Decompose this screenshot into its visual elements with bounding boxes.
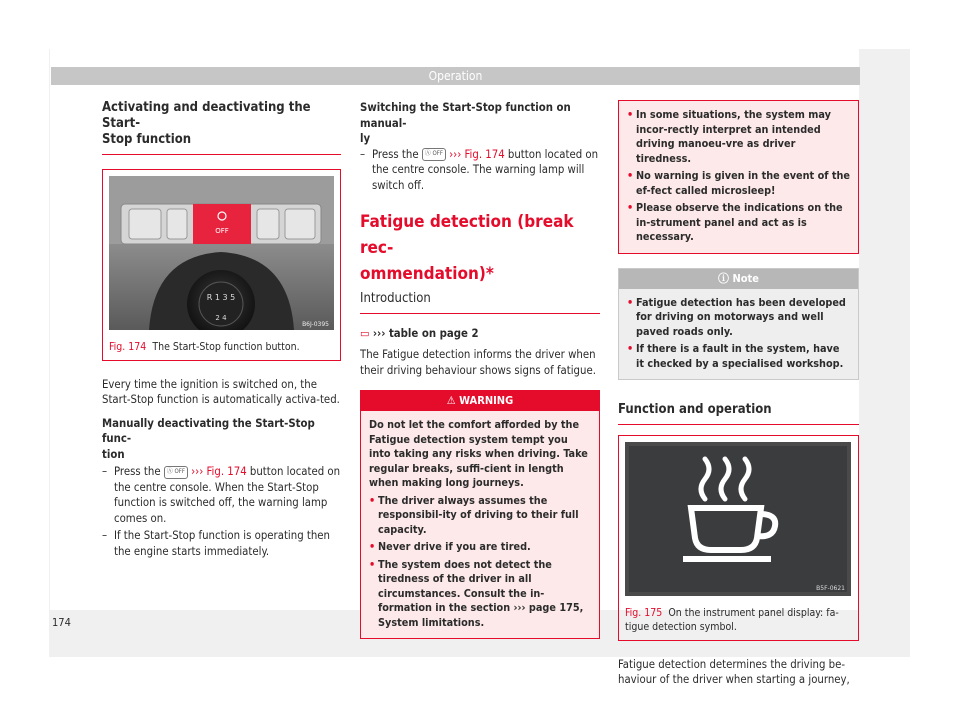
- step-press-button-on: – Press the Ⓐ OFF ››› Fig. 174 button located on the centre console. The warning lamp will switch off.: [360, 147, 600, 194]
- paragraph-fatigue-intro: The Fatigue detection informs the driver when their driving behaviour shows signs of fatigue.: [360, 348, 596, 377]
- warning-header: ⚠ WARNING: [361, 391, 599, 411]
- svg-text:OFF: OFF: [215, 227, 229, 235]
- warning-triangle-icon: ⚠: [446, 394, 456, 407]
- note-bullet: • Fatigue detection has been developed for driving on motorways and well paved roads only.: [627, 296, 850, 340]
- section-fatigue-detection: Fatigue detection (break rec- ommendation)* Introduction: [360, 209, 600, 314]
- note-bullet: • If there is a fault in the system, have it checked by a specialised workshop.: [627, 342, 850, 371]
- svg-text:B6J-0395: B6J-0395: [302, 321, 329, 328]
- heading-manual-activation: Switching the Start-Stop function on manual- ly: [360, 101, 571, 145]
- step-press-button-off: – Press the Ⓐ OFF ››› Fig. 174 button located on the centre console. When the Start-Stop function is switched off, the warning lamp comes on.: [102, 464, 341, 526]
- warning-body: Do not let the comfort afforded by the Fatigue detection system tempt you into taking any risks when driving. Take regular breaks, suffi-cient in length when making long journeys. • The driver always assumes the responsibil-ity of driving to their full capacity. • Never drive if you are tired. • The system does not detect the tiredness of the driver in all circumstances. Consult the in-formation in the section ››› page 175, System limitations.: [361, 411, 599, 638]
- warning-bullet: • Please observe the indications on the in-strument panel and act as is necessary.: [627, 201, 850, 245]
- figure-174-caption: Fig. 174 The Start-Stop function button.: [109, 340, 300, 353]
- table-icon: ▭: [360, 326, 370, 340]
- step-engine-starts: – If the Start-Stop function is operating then the engine starts immediately.: [102, 528, 341, 559]
- note-header: ⓘ Note: [619, 269, 858, 289]
- right-column: [618, 100, 859, 688]
- figure-174-link[interactable]: ››› Fig. 174: [191, 465, 247, 478]
- svg-text:B5F-0621: B5F-0621: [816, 585, 845, 592]
- section-title-start-stop: Activating and deactivating the Start- Stop function: [102, 100, 341, 155]
- warning-box: [360, 390, 600, 639]
- page-header: [51, 67, 860, 85]
- table-reference: [360, 326, 600, 342]
- heading-manual-deactivation: Manually deactivating the Start-Stop func- tion: [102, 416, 315, 461]
- left-column: [102, 100, 341, 559]
- warning-bullet: • The driver always assumes the responsibil-ity of driving to their full capacity.: [369, 494, 591, 538]
- warning-bullet: • Never drive if you are tired.: [369, 540, 591, 555]
- start-stop-button-icon: Ⓐ OFF: [164, 466, 188, 479]
- figure-174: [102, 169, 341, 361]
- table-link[interactable]: ››› table on page 2: [372, 326, 479, 340]
- subheading-introduction: Introduction: [360, 291, 431, 306]
- header-title: Operation: [428, 69, 483, 83]
- note-box: [618, 268, 859, 381]
- start-stop-button-icon: Ⓐ OFF: [422, 148, 446, 161]
- middle-column: [360, 100, 600, 639]
- warning-continuation-box: [618, 100, 859, 254]
- svg-text:R 1 3 5: R 1 3 5: [206, 293, 236, 302]
- warning-bullet: • In some situations, the system may incor-rectly interpret an intended driving manoeu-vre as driver tiredness.: [627, 108, 850, 166]
- start-stop-console-image: [109, 176, 334, 330]
- paragraph-function: Fatigue detection determines the driving be-haviour of the driver when starting a journey,: [618, 657, 850, 686]
- note-body: [619, 289, 858, 380]
- warning-bullet: • The system does not detect the tiredness of the driver in all circumstances. Consult the in-formation in the section ››› page 175, System limitations.: [369, 558, 591, 631]
- svg-text:2 4: 2 4: [215, 314, 227, 322]
- info-icon: ⓘ: [718, 271, 729, 285]
- coffee-cup-display-image: [625, 442, 851, 596]
- figure-175: [618, 435, 859, 641]
- paragraph-start-stop-auto: Every time the ignition is switched on, the Start-Stop function is automatically activa-ted.: [102, 377, 340, 406]
- page-number: 174: [52, 616, 71, 629]
- figure-174-link[interactable]: ››› Fig. 174: [449, 147, 505, 161]
- figure-175-caption: Fig. 175 On the instrument panel display: fa-tigue detection symbol.: [625, 606, 839, 633]
- section-title-function-operation: Function and operation: [618, 402, 859, 425]
- warning-bullet: • No warning is given in the event of the ef-fect called microsleep!: [627, 169, 850, 198]
